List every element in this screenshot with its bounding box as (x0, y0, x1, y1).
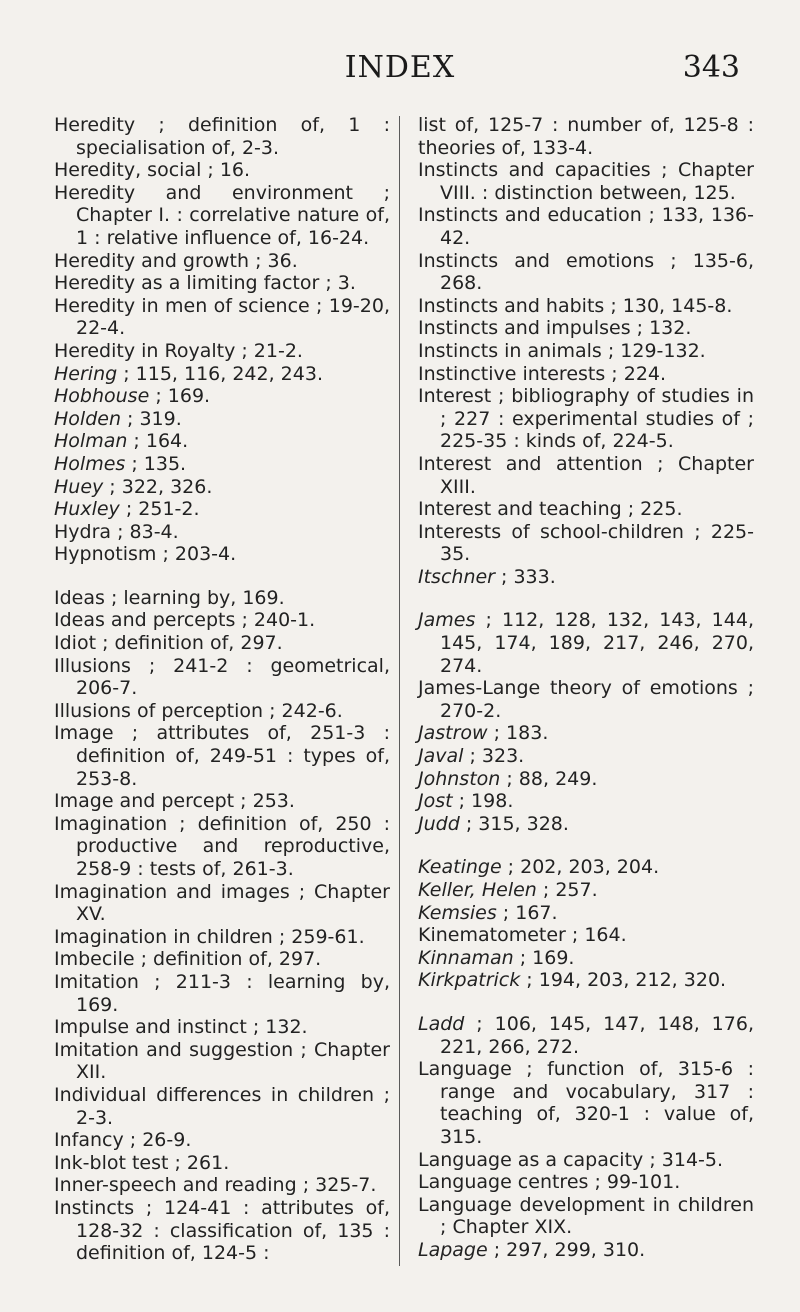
index-entry-references: ; 183. (487, 722, 549, 745)
index-entry-heading: Instincts and habits (418, 294, 605, 317)
index-entry-heading: Instincts and capacities (418, 159, 651, 182)
index-column-right (418, 114, 754, 1262)
index-entry-references: ; 106, 145, 147, 148, 176, 221, 266, 272. (440, 1012, 754, 1058)
index-entry-heading: Instincts (54, 1196, 135, 1219)
index-entry-references: ; 88, 249. (500, 767, 598, 790)
index-entry (418, 947, 754, 970)
index-entry (54, 272, 390, 295)
index-entry-heading: Holden (54, 407, 121, 430)
index-entry (418, 1239, 754, 1262)
index-entry-heading: Illusions (54, 654, 131, 677)
index-entry-heading: James-Lange theory of emotions (418, 677, 738, 700)
index-entry-references: ; 253. (234, 790, 295, 813)
index-entry-references: ; 322, 326. (103, 475, 213, 498)
index-entry (418, 609, 754, 677)
index-entry-references: ; 315, 328. (459, 812, 569, 835)
index-entry-heading: Image (54, 722, 114, 745)
index-entry-references: ; 167. (496, 901, 558, 924)
index-entry-references: ; 169. (149, 385, 211, 408)
index-entry-heading: Hypnotism (54, 543, 157, 566)
index-entry (418, 1013, 754, 1058)
index-entry-references: ; 240-1. (235, 609, 316, 632)
index-entry-references: ; 132. (630, 317, 692, 340)
index-entry-heading: Kinematometer (418, 924, 566, 947)
index-entry-heading: Judd (418, 812, 460, 835)
index-entry-references: ; 129-132. (601, 339, 706, 362)
index-entry (418, 340, 754, 363)
index-entry-references: ; 36. (249, 249, 298, 272)
index-entry-heading: Language as a capacity (418, 1148, 644, 1171)
index-entry (54, 790, 390, 813)
index-entry-heading: Johnston (418, 767, 501, 790)
index-entry-references: ; 270-2. (440, 677, 754, 722)
index-entry-references: ; 21-2. (235, 339, 303, 362)
index-entry-references: ; 257. (536, 879, 598, 901)
index-entry-references: ; 259-61. (272, 925, 365, 948)
index-entry (418, 1194, 754, 1239)
index-entry (54, 632, 390, 655)
index-entry (54, 813, 390, 881)
index-entry-references: ; 2-3. (76, 1083, 390, 1129)
index-entry (54, 476, 390, 499)
index-entry-heading: Kirkpatrick (418, 969, 521, 992)
index-entry (418, 1171, 754, 1194)
index-entry-references: ; 297, 299, 310. (487, 1238, 646, 1261)
index-entry-heading: Heredity, social (54, 159, 202, 182)
index-entry-references: ; 242-6. (263, 699, 343, 722)
index-entry-heading: Image and percept (54, 790, 235, 813)
index-entry-heading: Imagination and images (54, 880, 290, 903)
index-entry (54, 971, 390, 1016)
index-entry (418, 566, 754, 589)
index-entry-heading: Impulse and instinct (54, 1016, 247, 1039)
index-entry-heading: Ideas and percepts (54, 609, 236, 632)
index-entry-heading: Interests of school-children (418, 520, 684, 543)
index-entry-references: ; 3. (319, 272, 356, 295)
index-entry (54, 295, 390, 340)
index-entry-heading: Instincts and emotions (418, 249, 655, 272)
index-entry (418, 363, 754, 386)
index-entry-heading: Infancy (54, 1129, 124, 1152)
index-entry-references: ; 130, 145-8. (604, 294, 733, 317)
index-entry-references: ; 26-9. (123, 1129, 192, 1152)
index-entry-heading: Holmes (54, 452, 126, 475)
index-entry-heading: Ideas (54, 586, 105, 609)
page-title: INDEX (344, 50, 456, 85)
index-entry-heading: Inner-speech and reading (54, 1174, 297, 1197)
index-entry (418, 385, 754, 453)
index-entry (54, 385, 390, 408)
index-entry-references: ; 115, 116, 242, 243. (117, 362, 323, 385)
index-entry-heading: Hydra (54, 520, 112, 543)
index-entry-heading: Heredity in Royalty (54, 339, 236, 362)
index-entry (54, 114, 390, 159)
index-entry-heading: Imagination (54, 812, 168, 835)
index-entry-references: ; Chapter XV. (76, 880, 390, 926)
index-entry-references: ; 133, 136-42. (440, 204, 754, 249)
index-entry (418, 856, 754, 879)
index-entry (54, 498, 390, 521)
index-entry-heading: Keatinge (418, 856, 502, 879)
index-entry-references: ; Chapter I. : correlative nature of, 1 : relative influence of, 16-24. (76, 181, 390, 249)
index-entry-heading: Kemsies (418, 901, 497, 924)
index-entry-heading: Interest and teaching (418, 498, 622, 521)
index-entry-references: ; 203-4. (156, 543, 237, 566)
index-entry (418, 159, 754, 204)
index-entry-references: ; 135-6, 268. (440, 249, 754, 295)
index-column-left (54, 114, 390, 1265)
index-entry (54, 948, 390, 971)
index-entry-references: ; Chapter XIX. (440, 1216, 573, 1239)
index-entry-references: ; 224. (605, 362, 667, 385)
index-entry (54, 587, 390, 610)
index-entry-heading: Interest and attention (418, 452, 643, 475)
index-entry-references: ; 164. (565, 924, 627, 947)
index-entry (418, 722, 754, 745)
index-entry (418, 745, 754, 768)
index-entry-heading: Javal (418, 745, 464, 768)
index-entry (418, 924, 754, 947)
column-divider (399, 116, 400, 1266)
index-entry-heading: Instincts and impulses (418, 317, 631, 340)
index-entry-references: ; 319. (120, 407, 182, 430)
index-entry (54, 722, 390, 790)
index-entry (54, 655, 390, 700)
index-entry-references: ; bibliography of studies in ; 227 : experimental studies of ; 225-35 : kinds of, 224-5. (440, 385, 754, 453)
index-entry (418, 250, 754, 295)
index-entry-references: ; 241-2 : geometrical, 206-7. (76, 654, 390, 700)
index-entry (54, 1129, 390, 1152)
index-entry (54, 340, 390, 363)
index-entry-heading: Individual differences in children (54, 1083, 375, 1106)
index-entry-references: ; 323. (463, 745, 525, 768)
index-entry-heading: Heredity in men of science (54, 294, 310, 317)
index-entry-references: ; 202, 203, 204. (501, 856, 660, 879)
index-entry (54, 1197, 390, 1265)
index-entry-references: ; definition of, 297. (134, 948, 322, 971)
index-entry (418, 498, 754, 521)
index-entry-references: ; 261. (168, 1151, 230, 1174)
index-entry (418, 317, 754, 340)
index-entry-references: ; 135. (125, 452, 187, 475)
index-entry-heading: Instinctive interests (418, 362, 606, 385)
index-entry-references: ; 169. (513, 946, 575, 969)
index-entry (418, 295, 754, 318)
index-entry-references: ; 99-101. (588, 1171, 681, 1194)
letter-group-gap (418, 992, 754, 1013)
index-entry-references: ; Chapter XII. (76, 1038, 390, 1084)
index-entry (418, 1149, 754, 1172)
index-entry-references: ; Chapter XIII. (440, 452, 754, 498)
index-entry (418, 790, 754, 813)
index-entry-heading: Huey (54, 475, 104, 498)
letter-group-gap (418, 835, 754, 856)
index-entry-heading: Instincts and education (418, 204, 642, 227)
index-entry (54, 1016, 390, 1039)
index-entry-references: ; Chapter VIII. : distinction between, 125. (440, 159, 754, 204)
index-entry (54, 408, 390, 431)
index-entry (418, 902, 754, 925)
index-entry (54, 521, 390, 544)
index-entry (54, 1152, 390, 1175)
index-entry-heading: Itschner (418, 565, 495, 588)
index-entry-heading: Heredity and growth (54, 249, 250, 272)
index-entry-references: ; 83-4. (111, 520, 179, 543)
index-entry (54, 881, 390, 926)
index-entry-heading: Imbecile (54, 948, 135, 971)
index-entry (418, 879, 754, 902)
index-entry-references: ; 124-41 : attributes of, 128-32 : classification of, 135 : definition of, 124-5 : (76, 1196, 390, 1265)
index-entry-heading: Idiot (54, 632, 97, 655)
index-entry-references: ; function of, 315-6 : range and vocabulary, 317 : teaching of, 320-1 : value of, 315. (440, 1058, 754, 1148)
index-entry-heading: Lapage (418, 1238, 488, 1261)
index-entry-references: ; learning by, 169. (104, 586, 285, 609)
index-entry-heading: James (418, 609, 476, 632)
index-entry-heading: Jost (418, 790, 453, 813)
running-head (0, 50, 800, 90)
index-entry-references: ; attributes of, 251-3 : definition of, 249-51 : types of, 253-8. (76, 722, 390, 790)
index-entry-heading: Heredity and environment (54, 181, 353, 204)
index-entry-references: ; 314-5. (643, 1148, 724, 1171)
index-entry (418, 521, 754, 566)
index-entry (54, 453, 390, 476)
index-entry-heading: Language development in children (418, 1193, 754, 1216)
index-entry-heading: Jastrow (418, 722, 488, 745)
index-entry-references: ; 225. (621, 498, 683, 521)
index-entry (418, 969, 754, 992)
index-entry-heading: Kinnaman (418, 946, 514, 969)
index-entry (54, 159, 390, 182)
index-entry-heading: Ladd (418, 1012, 465, 1035)
index-entry (418, 768, 754, 791)
index-entry-heading: Keller, Helen (418, 879, 537, 901)
index-entry-references: ; 211-3 : learning by, 169. (76, 970, 390, 1016)
index-entry-heading: Heredity as a limiting factor (54, 272, 320, 295)
index-entry-references: ; definition of, 250 : productive and reproductive, 258-9 : tests of, 261-3. (76, 812, 390, 880)
index-entry-heading: Interest (418, 385, 492, 408)
index-entry (418, 204, 754, 249)
index-entry-heading: Huxley (54, 498, 120, 521)
index-entry (54, 363, 390, 386)
index-entry (418, 1058, 754, 1148)
index-entry-heading: Instincts in animals (418, 339, 602, 362)
letter-group-gap (418, 588, 754, 609)
index-entry-heading: Ink-blot test (54, 1151, 169, 1174)
index-entry (54, 1039, 390, 1084)
index-entry-references: ; 19-20, 22-4. (76, 294, 390, 340)
index-entry-heading: Imitation (54, 970, 139, 993)
index-entry-references: ; 132. (246, 1016, 308, 1039)
index-entry-references: ; 251-2. (119, 498, 200, 521)
index-entry-heading: Language (418, 1058, 512, 1081)
index-entry (54, 1174, 390, 1197)
index-entry (54, 926, 390, 949)
index-entry-references: ; definition of, 297. (96, 632, 283, 655)
index-entry-heading: Holman (54, 430, 128, 453)
index-entry (54, 700, 390, 723)
index-entry-heading: Hobhouse (54, 385, 150, 408)
index-entry-heading: Language centres (418, 1171, 589, 1194)
index-entry (418, 453, 754, 498)
page-number: 343 (682, 50, 740, 85)
index-entry-references: ; 16. (201, 159, 251, 182)
index-entry-references: ; 194, 203, 212, 320. (520, 969, 727, 992)
index-entry-heading: Illusions of perception (54, 699, 264, 722)
index-entry-references: ; 225-35. (440, 520, 754, 566)
index-entry (54, 430, 390, 453)
index-entry (418, 677, 754, 722)
letter-group-gap (54, 566, 390, 587)
index-entry-references: ; 198. (452, 790, 514, 813)
index-entry (54, 250, 390, 273)
index-entry (54, 609, 390, 632)
index-entry-heading: Imitation and suggestion (54, 1038, 294, 1061)
index-entry-references: ; 325-7. (296, 1174, 377, 1197)
index-entry (418, 813, 754, 836)
index-entry-references: ; 164. (127, 430, 189, 453)
index-entry-references: list of, 125-7 : number of, 125-8 : theories of, 133-4. (418, 114, 754, 159)
index-entry (54, 543, 390, 566)
index-entry-references: ; 112, 128, 132, 143, 144, 145, 174, 189, 217, 246, 270, 274. (440, 609, 754, 677)
index-entry-heading: Imagination in children (54, 925, 273, 948)
index-entry-heading: Heredity (54, 114, 136, 136)
index-entry-references: ; 333. (494, 565, 556, 588)
index-entry (418, 114, 754, 159)
index-entry (54, 1084, 390, 1129)
index-entry-references: ; definition of, 1 : specialisation of, 2-3. (76, 114, 390, 159)
index-entry (54, 182, 390, 250)
index-entry-heading: Hering (54, 362, 118, 385)
